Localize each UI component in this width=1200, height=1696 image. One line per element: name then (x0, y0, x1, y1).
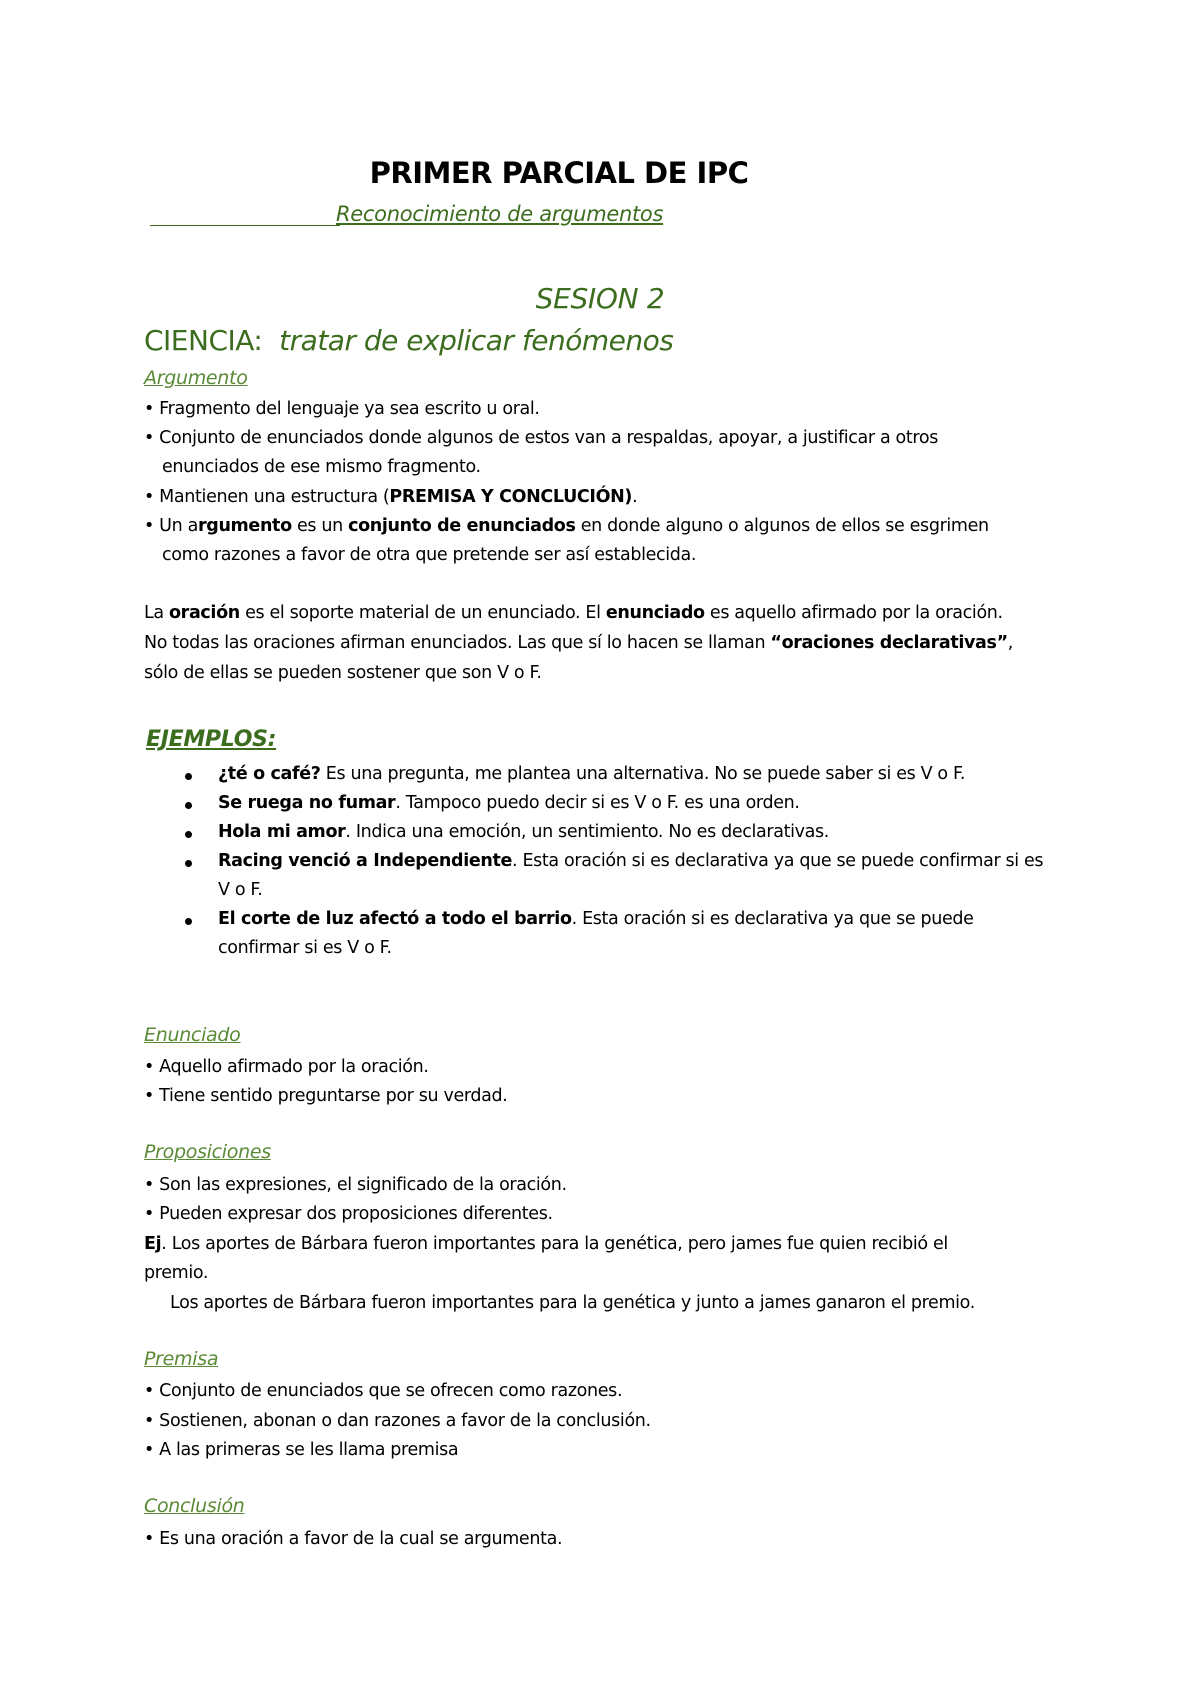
ejemplo-5 (218, 905, 974, 934)
bold-run: rgumento (197, 516, 292, 536)
proposiciones-bullet-2: • Pueden expresar dos proposiciones diferentes. (144, 1204, 553, 1224)
text-run: , (1007, 633, 1013, 653)
text-run: No todas las oraciones afirman enunciados. Las que sí lo hacen se llaman (144, 633, 771, 653)
enunciado-heading: Enunciado (144, 1024, 241, 1046)
text-run: . Esta oración si es declarativa ya que se puede confirmar si es (512, 851, 1044, 871)
bullet-dot (185, 773, 192, 780)
text-run: La (144, 603, 169, 623)
session-heading: SESION 2 (535, 282, 665, 315)
ciencia-label: CIENCIA: (144, 324, 263, 357)
bold-run: Hola mi amor (218, 822, 346, 842)
bullet-dot (185, 860, 192, 867)
ejemplo-4 (218, 847, 1043, 876)
text-run: . Indica una emoción, un sentimiento. No es declarativas. (345, 822, 830, 842)
ejemplo-5-cont: confirmar si es V o F. (218, 938, 392, 958)
bold-run: conjunto de enunciados (348, 516, 576, 536)
premisa-bullet-2: • Sostienen, abonan o dan razones a favor de la conclusión. (144, 1411, 651, 1431)
bold-run: ¿té o café? (218, 764, 321, 784)
text-run: Es una pregunta, me plantea una alternativa. No se puede saber si es V o F. (320, 764, 966, 784)
bold-run: PREMISA Y CONCLUCIÓN) (389, 487, 633, 507)
enunciado-bullet-1: • Aquello afirmado por la oración. (144, 1057, 429, 1077)
bold-run: Racing venció a Independiente (218, 851, 513, 871)
bold-run: oración (169, 603, 240, 623)
argumento-bullet-2-cont: enunciados de ese mismo fragmento. (162, 457, 481, 477)
ejemplo-3 (218, 818, 829, 847)
text-run: en donde alguno o algunos de ellos se esgrimen (575, 516, 989, 536)
argumento-bullet-3 (144, 483, 637, 512)
ciencia-text: tratar de explicar fenómenos (279, 324, 674, 357)
text-run: . Tampoco puedo decir si es V o F. es una orden. (395, 793, 800, 813)
text-run: . Esta oración si es declarativa ya que se puede (571, 909, 974, 929)
proposiciones-example-line-1 (144, 1230, 948, 1259)
subtitle-text: Reconocimiento de argumentos (336, 202, 664, 226)
bold-run: Se ruega no fumar (218, 793, 396, 813)
paragraph-line-3: sólo de ellas se pueden sostener que son V o F. (144, 663, 542, 683)
premisa-heading: Premisa (144, 1348, 219, 1370)
argumento-bullet-1: • Fragmento del lenguaje ya sea escrito u oral. (144, 399, 540, 419)
text-run: • Un a (144, 516, 198, 536)
text-run: . (632, 487, 638, 507)
text-run: . Los aportes de Bárbara fueron importantes para la genética, pero james fue quien recibió el (161, 1234, 948, 1254)
ciencia-heading (144, 324, 673, 357)
subtitle (150, 202, 663, 226)
argumento-bullet-4-cont: como razones a favor de otra que pretende ser así establecida. (162, 545, 697, 565)
proposiciones-bullet-1: • Son las expresiones, el significado de la oración. (144, 1175, 567, 1195)
bullet-dot (185, 802, 192, 809)
paragraph-line-1 (144, 599, 1003, 628)
bullet-dot (185, 831, 192, 838)
proposiciones-heading: Proposiciones (144, 1141, 271, 1163)
bullet-dot (185, 918, 192, 925)
argumento-heading: Argumento (144, 367, 248, 389)
bold-run: Ej (144, 1234, 162, 1254)
proposiciones-example-line-3: Los aportes de Bárbara fueron importantes para la genética y junto a james ganaron el premio. (170, 1293, 975, 1313)
ejemplo-1 (218, 760, 965, 789)
page-title: PRIMER PARCIAL DE IPC (369, 156, 749, 190)
bold-run: El corte de luz afectó a todo el barrio (218, 909, 572, 929)
ejemplos-heading: EJEMPLOS: (146, 727, 277, 752)
paragraph-line-2 (144, 629, 1013, 658)
argumento-bullet-2: • Conjunto de enunciados donde algunos de estos van a respaldas, apoyar, a justificar a otros (144, 428, 939, 448)
bold-run: enunciado (605, 603, 705, 623)
text-run: es un (291, 516, 349, 536)
ejemplo-4-cont: V o F. (218, 880, 263, 900)
subtitle-underline-lead (150, 203, 340, 226)
proposiciones-example-line-2: premio. (144, 1263, 209, 1283)
conclusion-bullet-1: • Es una oración a favor de la cual se argumenta. (144, 1529, 563, 1549)
premisa-bullet-3: • A las primeras se les llama premisa (144, 1440, 459, 1460)
enunciado-bullet-2: • Tiene sentido preguntarse por su verdad. (144, 1086, 508, 1106)
premisa-bullet-1: • Conjunto de enunciados que se ofrecen como razones. (144, 1381, 623, 1401)
text-run: es aquello afirmado por la oración. (704, 603, 1003, 623)
text-run: • Mantienen una estructura ( (144, 487, 390, 507)
argumento-bullet-4 (144, 512, 989, 541)
text-run: es el soporte material de un enunciado. El (239, 603, 606, 623)
bold-run: “oraciones declarativas” (770, 633, 1008, 653)
conclusion-heading: Conclusión (144, 1495, 245, 1517)
ejemplo-2 (218, 789, 800, 818)
